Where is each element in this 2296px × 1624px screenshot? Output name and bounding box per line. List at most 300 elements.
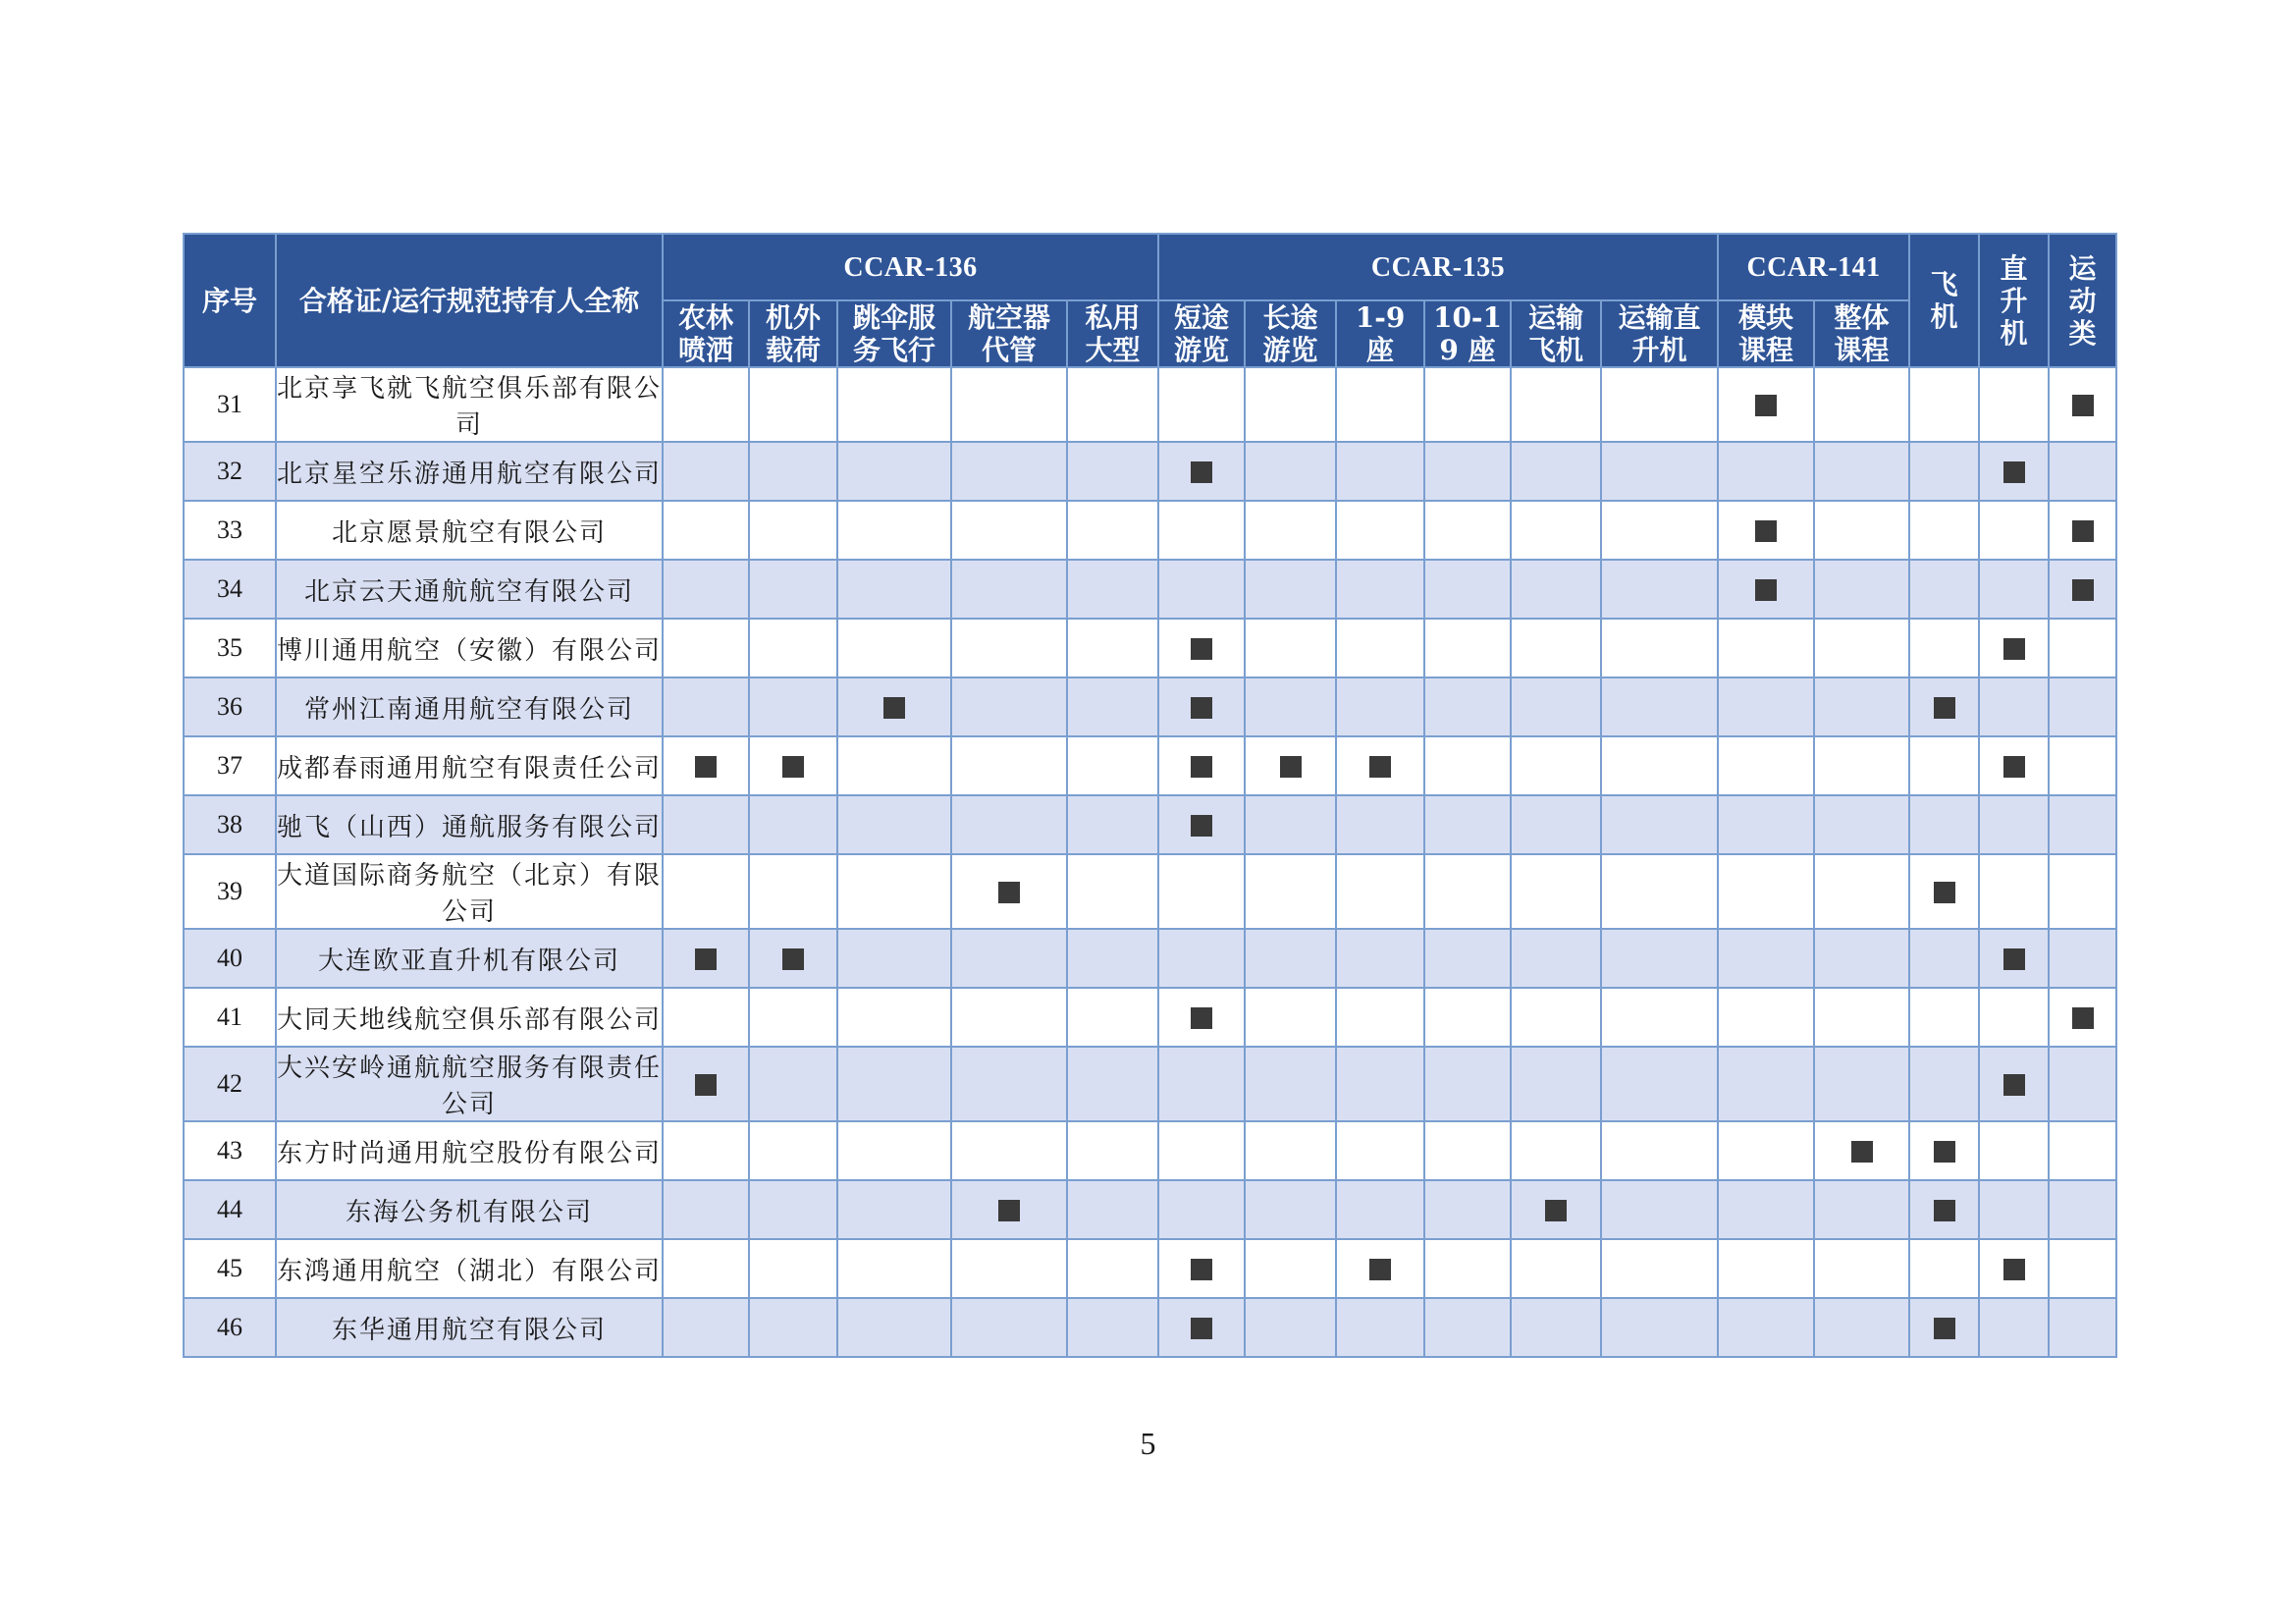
category-cell — [1158, 1121, 1245, 1180]
filled-square-mark-icon — [695, 948, 717, 970]
table-row — [184, 1121, 2116, 1180]
category-cell — [1909, 1047, 1979, 1121]
filled-square-mark-icon — [1934, 1200, 1955, 1221]
header-subcolumn-6 — [1158, 300, 1245, 367]
header-subcolumn-line: 课程 — [1834, 334, 1890, 366]
category-cell — [1814, 1298, 1909, 1357]
row-seq: 43 — [184, 1121, 276, 1180]
category-cell — [951, 1239, 1067, 1298]
category-cell — [1979, 1239, 2049, 1298]
category-cell — [1424, 736, 1511, 795]
table-row — [184, 1239, 2116, 1298]
header-group-ccar-136: CCAR-136 — [663, 234, 1158, 300]
category-cell — [2049, 442, 2116, 501]
page-number: 5 — [1140, 1426, 1156, 1461]
category-cell — [1424, 501, 1511, 560]
filled-square-mark-icon — [2072, 395, 2094, 416]
header-subcolumn-line: 农林 — [677, 301, 733, 334]
header-subcolumn-line: 10-1 — [1432, 301, 1503, 334]
category-cell — [749, 854, 837, 929]
header-subcolumn-line: 大型 — [1085, 334, 1141, 366]
category-cell — [837, 1047, 951, 1121]
category-cell — [1909, 1121, 1979, 1180]
category-cell — [951, 929, 1067, 988]
row-holder-name: 成都春雨通用航空有限责任公司 — [276, 736, 663, 795]
category-cell — [1909, 1239, 1979, 1298]
header-subcolumn-line: 私用 — [1085, 301, 1141, 334]
category-cell — [1336, 1121, 1424, 1180]
category-cell — [951, 1121, 1067, 1180]
header-extra-1 — [1909, 234, 1979, 367]
category-cell — [1511, 442, 1601, 501]
category-cell — [1718, 854, 1814, 929]
category-cell — [1158, 367, 1245, 442]
category-cell — [1424, 560, 1511, 619]
filled-square-mark-icon — [1191, 461, 1212, 483]
category-cell — [1511, 1121, 1601, 1180]
row-holder-name: 大同天地线航空俱乐部有限公司 — [276, 988, 663, 1047]
category-cell — [1601, 1180, 1718, 1239]
category-cell — [1067, 1298, 1158, 1357]
category-cell — [1158, 501, 1245, 560]
category-cell — [1336, 501, 1424, 560]
category-cell — [1245, 1239, 1336, 1298]
filled-square-mark-icon — [1191, 697, 1212, 719]
category-cell — [837, 795, 951, 854]
category-cell — [1601, 442, 1718, 501]
category-cell — [1601, 619, 1718, 677]
table-row — [184, 988, 2116, 1047]
row-holder-name: 北京星空乐游通用航空有限公司 — [276, 442, 663, 501]
row-seq: 41 — [184, 988, 276, 1047]
category-cell — [1158, 677, 1245, 736]
category-cell — [1718, 929, 1814, 988]
category-cell — [1979, 501, 2049, 560]
category-cell — [2049, 367, 2116, 442]
category-cell — [663, 1239, 749, 1298]
category-cell — [1979, 929, 2049, 988]
filled-square-mark-icon — [1191, 1007, 1212, 1029]
row-holder-name: 驰飞（山西）通航服务有限公司 — [276, 795, 663, 854]
category-cell — [951, 1298, 1067, 1357]
row-seq: 44 — [184, 1180, 276, 1239]
category-cell — [1245, 442, 1336, 501]
filled-square-mark-icon — [1934, 1141, 1955, 1163]
category-cell — [1511, 929, 1601, 988]
category-cell — [1245, 1180, 1336, 1239]
category-cell — [663, 1047, 749, 1121]
filled-square-mark-icon — [1191, 815, 1212, 837]
category-cell — [1336, 795, 1424, 854]
category-cell — [1067, 795, 1158, 854]
category-cell — [663, 929, 749, 988]
category-cell — [663, 442, 749, 501]
category-cell — [1511, 1239, 1601, 1298]
filled-square-mark-icon — [1191, 756, 1212, 778]
header-subcolumn-7 — [1245, 300, 1336, 367]
filled-square-mark-icon — [1755, 520, 1777, 542]
header-holder-name: 合格证/运行规范持有人全称 — [276, 234, 663, 367]
category-cell — [1245, 736, 1336, 795]
header-subcolumn-line: 整体 — [1834, 301, 1890, 334]
category-cell — [1424, 795, 1511, 854]
category-cell — [1814, 442, 1909, 501]
header-subcolumn-line: 游览 — [1174, 334, 1230, 366]
category-cell — [1814, 367, 1909, 442]
category-cell — [837, 929, 951, 988]
header-subcolumn-line: 游览 — [1262, 334, 1318, 366]
category-cell — [1067, 1180, 1158, 1239]
category-cell — [2049, 501, 2116, 560]
category-cell — [1718, 1298, 1814, 1357]
category-cell — [663, 367, 749, 442]
table-row — [184, 442, 2116, 501]
category-cell — [1909, 367, 1979, 442]
row-holder-name: 大连欧亚直升机有限公司 — [276, 929, 663, 988]
category-cell — [1424, 619, 1511, 677]
header-extra-line: 类 — [2068, 316, 2097, 350]
header-extra-line: 机 — [2000, 316, 2028, 350]
category-cell — [1601, 988, 1718, 1047]
category-cell — [951, 736, 1067, 795]
category-cell — [1718, 367, 1814, 442]
filled-square-mark-icon — [1545, 1200, 1567, 1221]
category-cell — [1424, 442, 1511, 501]
row-holder-name: 大道国际商务航空（北京）有限公司 — [276, 854, 663, 929]
category-cell — [1424, 1180, 1511, 1239]
category-cell — [1336, 1047, 1424, 1121]
table-row — [184, 929, 2116, 988]
category-cell — [1158, 988, 1245, 1047]
filled-square-mark-icon — [782, 756, 804, 778]
table-row — [184, 1047, 2116, 1121]
category-cell — [1814, 619, 1909, 677]
row-holder-name: 大兴安岭通航航空服务有限责任公司 — [276, 1047, 663, 1121]
row-holder-name: 北京云天通航航空有限公司 — [276, 560, 663, 619]
category-cell — [1067, 1047, 1158, 1121]
category-cell — [1814, 795, 1909, 854]
category-cell — [951, 1047, 1067, 1121]
category-cell — [1158, 560, 1245, 619]
category-cell — [1336, 619, 1424, 677]
category-cell — [951, 442, 1067, 501]
category-cell — [1814, 1047, 1909, 1121]
row-seq: 32 — [184, 442, 276, 501]
header-subcolumn-line: 航空器 — [967, 301, 1050, 334]
row-seq: 42 — [184, 1047, 276, 1121]
row-seq: 40 — [184, 929, 276, 988]
row-holder-name: 东华通用航空有限公司 — [276, 1298, 663, 1357]
category-cell — [1424, 1121, 1511, 1180]
category-cell — [1158, 1047, 1245, 1121]
category-cell — [1511, 619, 1601, 677]
header-extra-3 — [2049, 234, 2116, 367]
row-holder-name: 北京享飞就飞航空俱乐部有限公司 — [276, 367, 663, 442]
category-cell — [1979, 1180, 2049, 1239]
filled-square-mark-icon — [695, 756, 717, 778]
header-row-groups — [184, 234, 2116, 300]
category-cell — [1067, 854, 1158, 929]
category-cell — [1424, 988, 1511, 1047]
header-subcolumn-line: 1-9 — [1355, 301, 1406, 334]
category-cell — [1601, 677, 1718, 736]
category-cell — [951, 501, 1067, 560]
row-seq: 39 — [184, 854, 276, 929]
category-cell — [951, 619, 1067, 677]
category-cell — [1718, 560, 1814, 619]
category-cell — [1245, 367, 1336, 442]
category-cell — [1158, 854, 1245, 929]
category-cell — [1909, 988, 1979, 1047]
filled-square-mark-icon — [2003, 756, 2025, 778]
category-cell — [1424, 1239, 1511, 1298]
row-seq: 35 — [184, 619, 276, 677]
category-cell — [1718, 619, 1814, 677]
category-cell — [2049, 1180, 2116, 1239]
category-cell — [837, 442, 951, 501]
category-cell — [2049, 677, 2116, 736]
category-cell — [1158, 1239, 1245, 1298]
category-cell — [1718, 1121, 1814, 1180]
filled-square-mark-icon — [2003, 1074, 2025, 1096]
category-cell — [1601, 560, 1718, 619]
header-extra-line: 动 — [2068, 284, 2097, 317]
category-cell — [1158, 1180, 1245, 1239]
filled-square-mark-icon — [2072, 579, 2094, 601]
filled-square-mark-icon — [1934, 697, 1955, 719]
category-cell — [749, 367, 837, 442]
category-cell — [837, 619, 951, 677]
header-subcolumn-line: 模块 — [1738, 301, 1794, 334]
category-cell — [663, 501, 749, 560]
filled-square-mark-icon — [1934, 1318, 1955, 1339]
category-cell — [1336, 929, 1424, 988]
category-cell — [1814, 677, 1909, 736]
category-cell — [1909, 795, 1979, 854]
category-cell — [1336, 442, 1424, 501]
category-cell — [951, 677, 1067, 736]
row-holder-name: 东鸿通用航空（湖北）有限公司 — [276, 1239, 663, 1298]
category-cell — [749, 1239, 837, 1298]
filled-square-mark-icon — [2003, 638, 2025, 660]
category-cell — [2049, 795, 2116, 854]
category-cell — [749, 795, 837, 854]
header-subcolumn-line: 飞机 — [1528, 334, 1584, 366]
category-cell — [1158, 1298, 1245, 1357]
row-seq: 31 — [184, 367, 276, 442]
category-cell — [1067, 619, 1158, 677]
table-row — [184, 854, 2116, 929]
header-group-ccar-141: CCAR-141 — [1718, 234, 1909, 300]
category-cell — [1158, 442, 1245, 501]
header-subcolumn-line: 9 座 — [1439, 334, 1496, 366]
row-seq: 37 — [184, 736, 276, 795]
category-cell — [1979, 1121, 2049, 1180]
header-subcolumn-line: 跳伞服 — [852, 301, 935, 334]
filled-square-mark-icon — [1755, 579, 1777, 601]
category-cell — [749, 988, 837, 1047]
table-row — [184, 560, 2116, 619]
category-cell — [749, 619, 837, 677]
category-cell — [1601, 1239, 1718, 1298]
filled-square-mark-icon — [2072, 1007, 2094, 1029]
category-cell — [1245, 795, 1336, 854]
filled-square-mark-icon — [2003, 948, 2025, 970]
header-subcolumn-3 — [837, 300, 951, 367]
category-cell — [1601, 501, 1718, 560]
category-cell — [1814, 1180, 1909, 1239]
filled-square-mark-icon — [883, 697, 905, 719]
category-cell — [1158, 795, 1245, 854]
filled-square-mark-icon — [1755, 395, 1777, 416]
category-cell — [951, 988, 1067, 1047]
category-cell — [837, 501, 951, 560]
category-cell — [1718, 501, 1814, 560]
category-cell — [1601, 1121, 1718, 1180]
header-subcolumn-8 — [1336, 300, 1424, 367]
category-cell — [1718, 1239, 1814, 1298]
category-cell — [749, 501, 837, 560]
row-seq: 36 — [184, 677, 276, 736]
header-subcolumn-line: 喷洒 — [677, 334, 733, 366]
header-subcolumn-9 — [1424, 300, 1511, 367]
category-cell — [1245, 560, 1336, 619]
category-cell — [1718, 988, 1814, 1047]
header-subcolumn-5 — [1067, 300, 1158, 367]
category-cell — [1979, 560, 2049, 619]
category-cell — [1909, 929, 1979, 988]
category-cell — [1245, 1121, 1336, 1180]
category-cell — [1511, 1047, 1601, 1121]
category-cell — [1718, 1180, 1814, 1239]
category-cell — [1718, 795, 1814, 854]
category-cell — [1909, 854, 1979, 929]
category-cell — [1909, 501, 1979, 560]
category-cell — [749, 677, 837, 736]
category-cell — [837, 367, 951, 442]
filled-square-mark-icon — [2072, 520, 2094, 542]
category-cell — [1718, 442, 1814, 501]
category-cell — [1909, 619, 1979, 677]
category-cell — [663, 795, 749, 854]
filled-square-mark-icon — [1934, 882, 1955, 903]
category-cell — [663, 619, 749, 677]
table-row — [184, 367, 2116, 442]
category-cell — [1909, 1180, 1979, 1239]
category-cell — [2049, 1239, 2116, 1298]
category-cell — [749, 1180, 837, 1239]
category-cell — [1424, 929, 1511, 988]
category-cell — [1909, 677, 1979, 736]
header-extra-line: 机 — [1930, 300, 1958, 333]
category-cell — [663, 854, 749, 929]
category-cell — [1601, 854, 1718, 929]
category-cell — [1814, 1121, 1909, 1180]
filled-square-mark-icon — [1369, 756, 1391, 778]
category-cell — [1511, 501, 1601, 560]
category-cell — [749, 1047, 837, 1121]
category-cell — [1067, 1239, 1158, 1298]
category-cell — [1718, 1047, 1814, 1121]
category-cell — [1336, 1298, 1424, 1357]
category-cell — [1814, 736, 1909, 795]
category-cell — [1067, 677, 1158, 736]
category-cell — [1511, 1298, 1601, 1357]
category-cell — [1814, 501, 1909, 560]
category-cell — [1979, 854, 2049, 929]
table-row — [184, 619, 2116, 677]
category-cell — [2049, 1047, 2116, 1121]
table-row — [184, 1298, 2116, 1357]
category-cell — [2049, 619, 2116, 677]
category-cell — [951, 854, 1067, 929]
header-subcolumn-10 — [1511, 300, 1601, 367]
row-seq: 33 — [184, 501, 276, 560]
category-cell — [1814, 988, 1909, 1047]
category-cell — [1718, 677, 1814, 736]
row-holder-name: 博川通用航空（安徽）有限公司 — [276, 619, 663, 677]
category-cell — [1336, 1239, 1424, 1298]
category-cell — [1336, 1180, 1424, 1239]
category-cell — [2049, 736, 2116, 795]
row-seq: 34 — [184, 560, 276, 619]
category-cell — [1336, 677, 1424, 736]
category-cell — [2049, 929, 2116, 988]
header-subcolumn-line: 载荷 — [765, 334, 821, 366]
category-cell — [1814, 854, 1909, 929]
category-cell — [1067, 929, 1158, 988]
category-cell — [2049, 1298, 2116, 1357]
category-cell — [1979, 795, 2049, 854]
category-cell — [749, 1298, 837, 1357]
row-holder-name: 常州江南通用航空有限公司 — [276, 677, 663, 736]
category-cell — [837, 1239, 951, 1298]
category-cell — [1979, 442, 2049, 501]
category-cell — [1245, 929, 1336, 988]
category-cell — [2049, 854, 2116, 929]
category-cell — [951, 560, 1067, 619]
category-cell — [1511, 677, 1601, 736]
row-holder-name: 东海公务机有限公司 — [276, 1180, 663, 1239]
category-cell — [1511, 1180, 1601, 1239]
header-extra-line: 升 — [2000, 284, 2028, 317]
header-subcolumn-line: 运输 — [1528, 301, 1584, 334]
category-cell — [1979, 677, 2049, 736]
filled-square-mark-icon — [1191, 1259, 1212, 1280]
category-cell — [837, 560, 951, 619]
category-cell — [1336, 988, 1424, 1047]
row-seq: 46 — [184, 1298, 276, 1357]
row-seq: 45 — [184, 1239, 276, 1298]
category-cell — [1814, 560, 1909, 619]
category-cell — [1245, 1047, 1336, 1121]
category-cell — [837, 854, 951, 929]
category-cell — [663, 736, 749, 795]
header-group-ccar-135: CCAR-135 — [1158, 234, 1718, 300]
category-cell — [663, 677, 749, 736]
category-cell — [837, 1121, 951, 1180]
header-extra-line: 运 — [2068, 251, 2097, 285]
table-body — [184, 367, 2116, 1357]
category-cell — [1979, 736, 2049, 795]
filled-square-mark-icon — [695, 1074, 717, 1096]
category-cell — [837, 1180, 951, 1239]
category-cell — [837, 988, 951, 1047]
category-cell — [1979, 1047, 2049, 1121]
category-cell — [837, 736, 951, 795]
category-cell — [2049, 988, 2116, 1047]
category-cell — [1067, 988, 1158, 1047]
